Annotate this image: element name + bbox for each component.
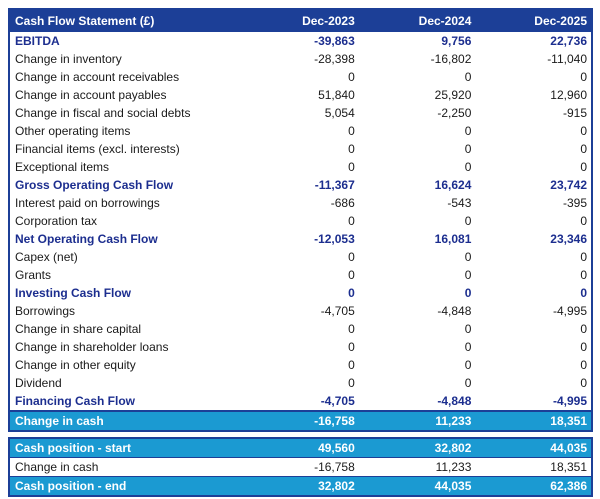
row-value: 0	[464, 160, 472, 174]
row-value: 0	[580, 214, 587, 228]
row-value: 0	[348, 70, 355, 84]
table-row	[9, 266, 592, 284]
row-label: Interest paid on borrowings	[15, 196, 160, 210]
table-row	[9, 122, 592, 140]
row-value: -4,848	[437, 304, 472, 318]
row-label: Change in account receivables	[15, 70, 180, 84]
table-row	[9, 158, 592, 176]
row-value: 0	[348, 340, 355, 354]
row-label: Net Operating Cash Flow	[15, 232, 158, 246]
row-value: 0	[580, 286, 587, 300]
row-value: -686	[330, 196, 355, 210]
row-label: Corporation tax	[15, 214, 98, 228]
row-value: 0	[464, 268, 472, 282]
table-row	[9, 302, 592, 320]
row-value: -39,863	[314, 34, 355, 48]
table-row	[9, 284, 592, 302]
table-row	[9, 104, 592, 122]
row-value: 0	[580, 358, 587, 372]
row-value: 32,802	[242, 477, 359, 497]
row-label: Financial items (excl. interests)	[15, 142, 180, 156]
row-label: Change in other equity	[15, 358, 136, 372]
row-value: 12,960	[550, 88, 587, 102]
row-value: 11,233	[359, 411, 476, 431]
table-row	[9, 374, 592, 392]
row-value: 0	[464, 70, 472, 84]
row-value: 0	[580, 340, 587, 354]
row-value: -16,802	[430, 52, 472, 66]
row-value: -11,040	[547, 52, 587, 66]
row-value: 0	[348, 286, 355, 300]
column-header-dec-2025: Dec-2025	[475, 9, 592, 32]
row-label: Change in account payables	[15, 88, 167, 102]
row-value: -915	[562, 106, 587, 120]
row-value: -4,995	[552, 394, 587, 408]
row-value: 0	[348, 160, 355, 174]
row-value: 44,035	[359, 477, 476, 497]
row-value: 44,035	[475, 438, 592, 458]
row-label: Change in cash	[9, 458, 242, 477]
row-value: 9,756	[441, 34, 472, 48]
row-value: 0	[348, 250, 355, 264]
table-row	[9, 458, 592, 477]
table-row	[9, 392, 592, 411]
table-row	[9, 68, 592, 86]
row-value: -28,398	[314, 52, 355, 66]
row-value: 0	[580, 250, 587, 264]
row-value: 0	[348, 124, 355, 138]
cash-position-summary-table	[8, 437, 593, 497]
row-label: Investing Cash Flow	[15, 286, 132, 300]
table-header	[9, 9, 592, 32]
row-label: Change in inventory	[15, 52, 122, 66]
table-row	[9, 194, 592, 212]
row-label: Gross Operating Cash Flow	[15, 178, 174, 192]
table-row	[9, 86, 592, 104]
table-row	[9, 140, 592, 158]
row-value: 5,054	[324, 106, 355, 120]
cash-flow-table	[8, 8, 593, 432]
table-row	[9, 477, 592, 497]
row-value: 51,840	[318, 88, 355, 102]
row-value: 32,802	[359, 438, 476, 458]
row-value: 0	[348, 142, 355, 156]
row-value: 23,742	[550, 178, 587, 192]
row-label: Dividend	[15, 376, 62, 390]
table-title: Cash Flow Statement (£)	[9, 9, 242, 32]
row-value: 16,624	[434, 178, 472, 192]
row-value: 0	[348, 358, 355, 372]
row-label: Change in fiscal and social debts	[15, 106, 191, 120]
row-value: 0	[464, 250, 472, 264]
row-value: 0	[464, 376, 472, 390]
row-value: 0	[580, 268, 587, 282]
row-label: Exceptional items	[15, 160, 110, 174]
row-label: EBITDA	[15, 34, 60, 48]
row-value: 0	[464, 358, 472, 372]
row-value: 0	[580, 322, 587, 336]
table-row	[9, 32, 592, 50]
table-row	[9, 356, 592, 374]
table-row	[9, 320, 592, 338]
table-row	[9, 338, 592, 356]
row-label: Borrowings	[15, 304, 76, 318]
row-value: 62,386	[475, 477, 592, 497]
row-value: -395	[562, 196, 587, 210]
row-value: 0	[580, 142, 587, 156]
row-value: 0	[580, 70, 587, 84]
row-value: 11,233	[359, 458, 476, 477]
row-value: -12,053	[314, 232, 355, 246]
table-row	[9, 212, 592, 230]
column-header-dec-2024: Dec-2024	[359, 9, 476, 32]
row-label: Change in shareholder loans	[15, 340, 169, 354]
row-value: -4,705	[320, 304, 355, 318]
row-value: 0	[464, 340, 472, 354]
row-value: 0	[580, 376, 587, 390]
row-label: Change in share capital	[15, 322, 142, 336]
row-value: -4,705	[320, 394, 355, 408]
table-row	[9, 248, 592, 266]
row-label: Grants	[15, 268, 52, 282]
row-label: Capex (net)	[15, 250, 78, 264]
row-label: Change in cash	[9, 411, 242, 431]
row-value: 22,736	[550, 34, 587, 48]
table-row	[9, 176, 592, 194]
row-value: -2,250	[437, 106, 472, 120]
row-value: -543	[447, 196, 472, 210]
row-value: 0	[464, 124, 472, 138]
cash-position-rows	[9, 438, 592, 496]
row-value: 0	[464, 286, 472, 300]
row-value: 0	[348, 214, 355, 228]
table-row	[9, 438, 592, 458]
row-value: 0	[464, 142, 472, 156]
table-row	[9, 411, 592, 431]
row-label: Cash position - start	[9, 438, 242, 458]
row-value: 0	[580, 160, 587, 174]
row-value: 18,351	[475, 458, 592, 477]
row-value: -16,758	[242, 411, 359, 431]
row-value: 0	[348, 322, 355, 336]
row-label: Financing Cash Flow	[15, 394, 136, 408]
table-row	[9, 50, 592, 68]
row-value: -4,848	[437, 394, 472, 408]
row-value: 0	[580, 124, 587, 138]
cash-flow-rows	[9, 32, 592, 431]
table-row	[9, 230, 592, 248]
row-value: -4,995	[552, 304, 587, 318]
row-value: 0	[464, 214, 472, 228]
row-value: 25,920	[434, 88, 472, 102]
row-value: 16,081	[434, 232, 472, 246]
row-value: 0	[464, 322, 472, 336]
row-label: Cash position - end	[9, 477, 242, 497]
row-value: -16,758	[242, 458, 359, 477]
row-value: 0	[348, 376, 355, 390]
row-value: 23,346	[550, 232, 587, 246]
row-value: 49,560	[242, 438, 359, 458]
header-row	[9, 9, 592, 32]
column-header-dec-2023: Dec-2023	[242, 9, 359, 32]
row-value: -11,367	[314, 178, 355, 192]
row-label: Other operating items	[15, 124, 131, 138]
row-value: 0	[348, 268, 355, 282]
row-value: 18,351	[475, 411, 592, 431]
